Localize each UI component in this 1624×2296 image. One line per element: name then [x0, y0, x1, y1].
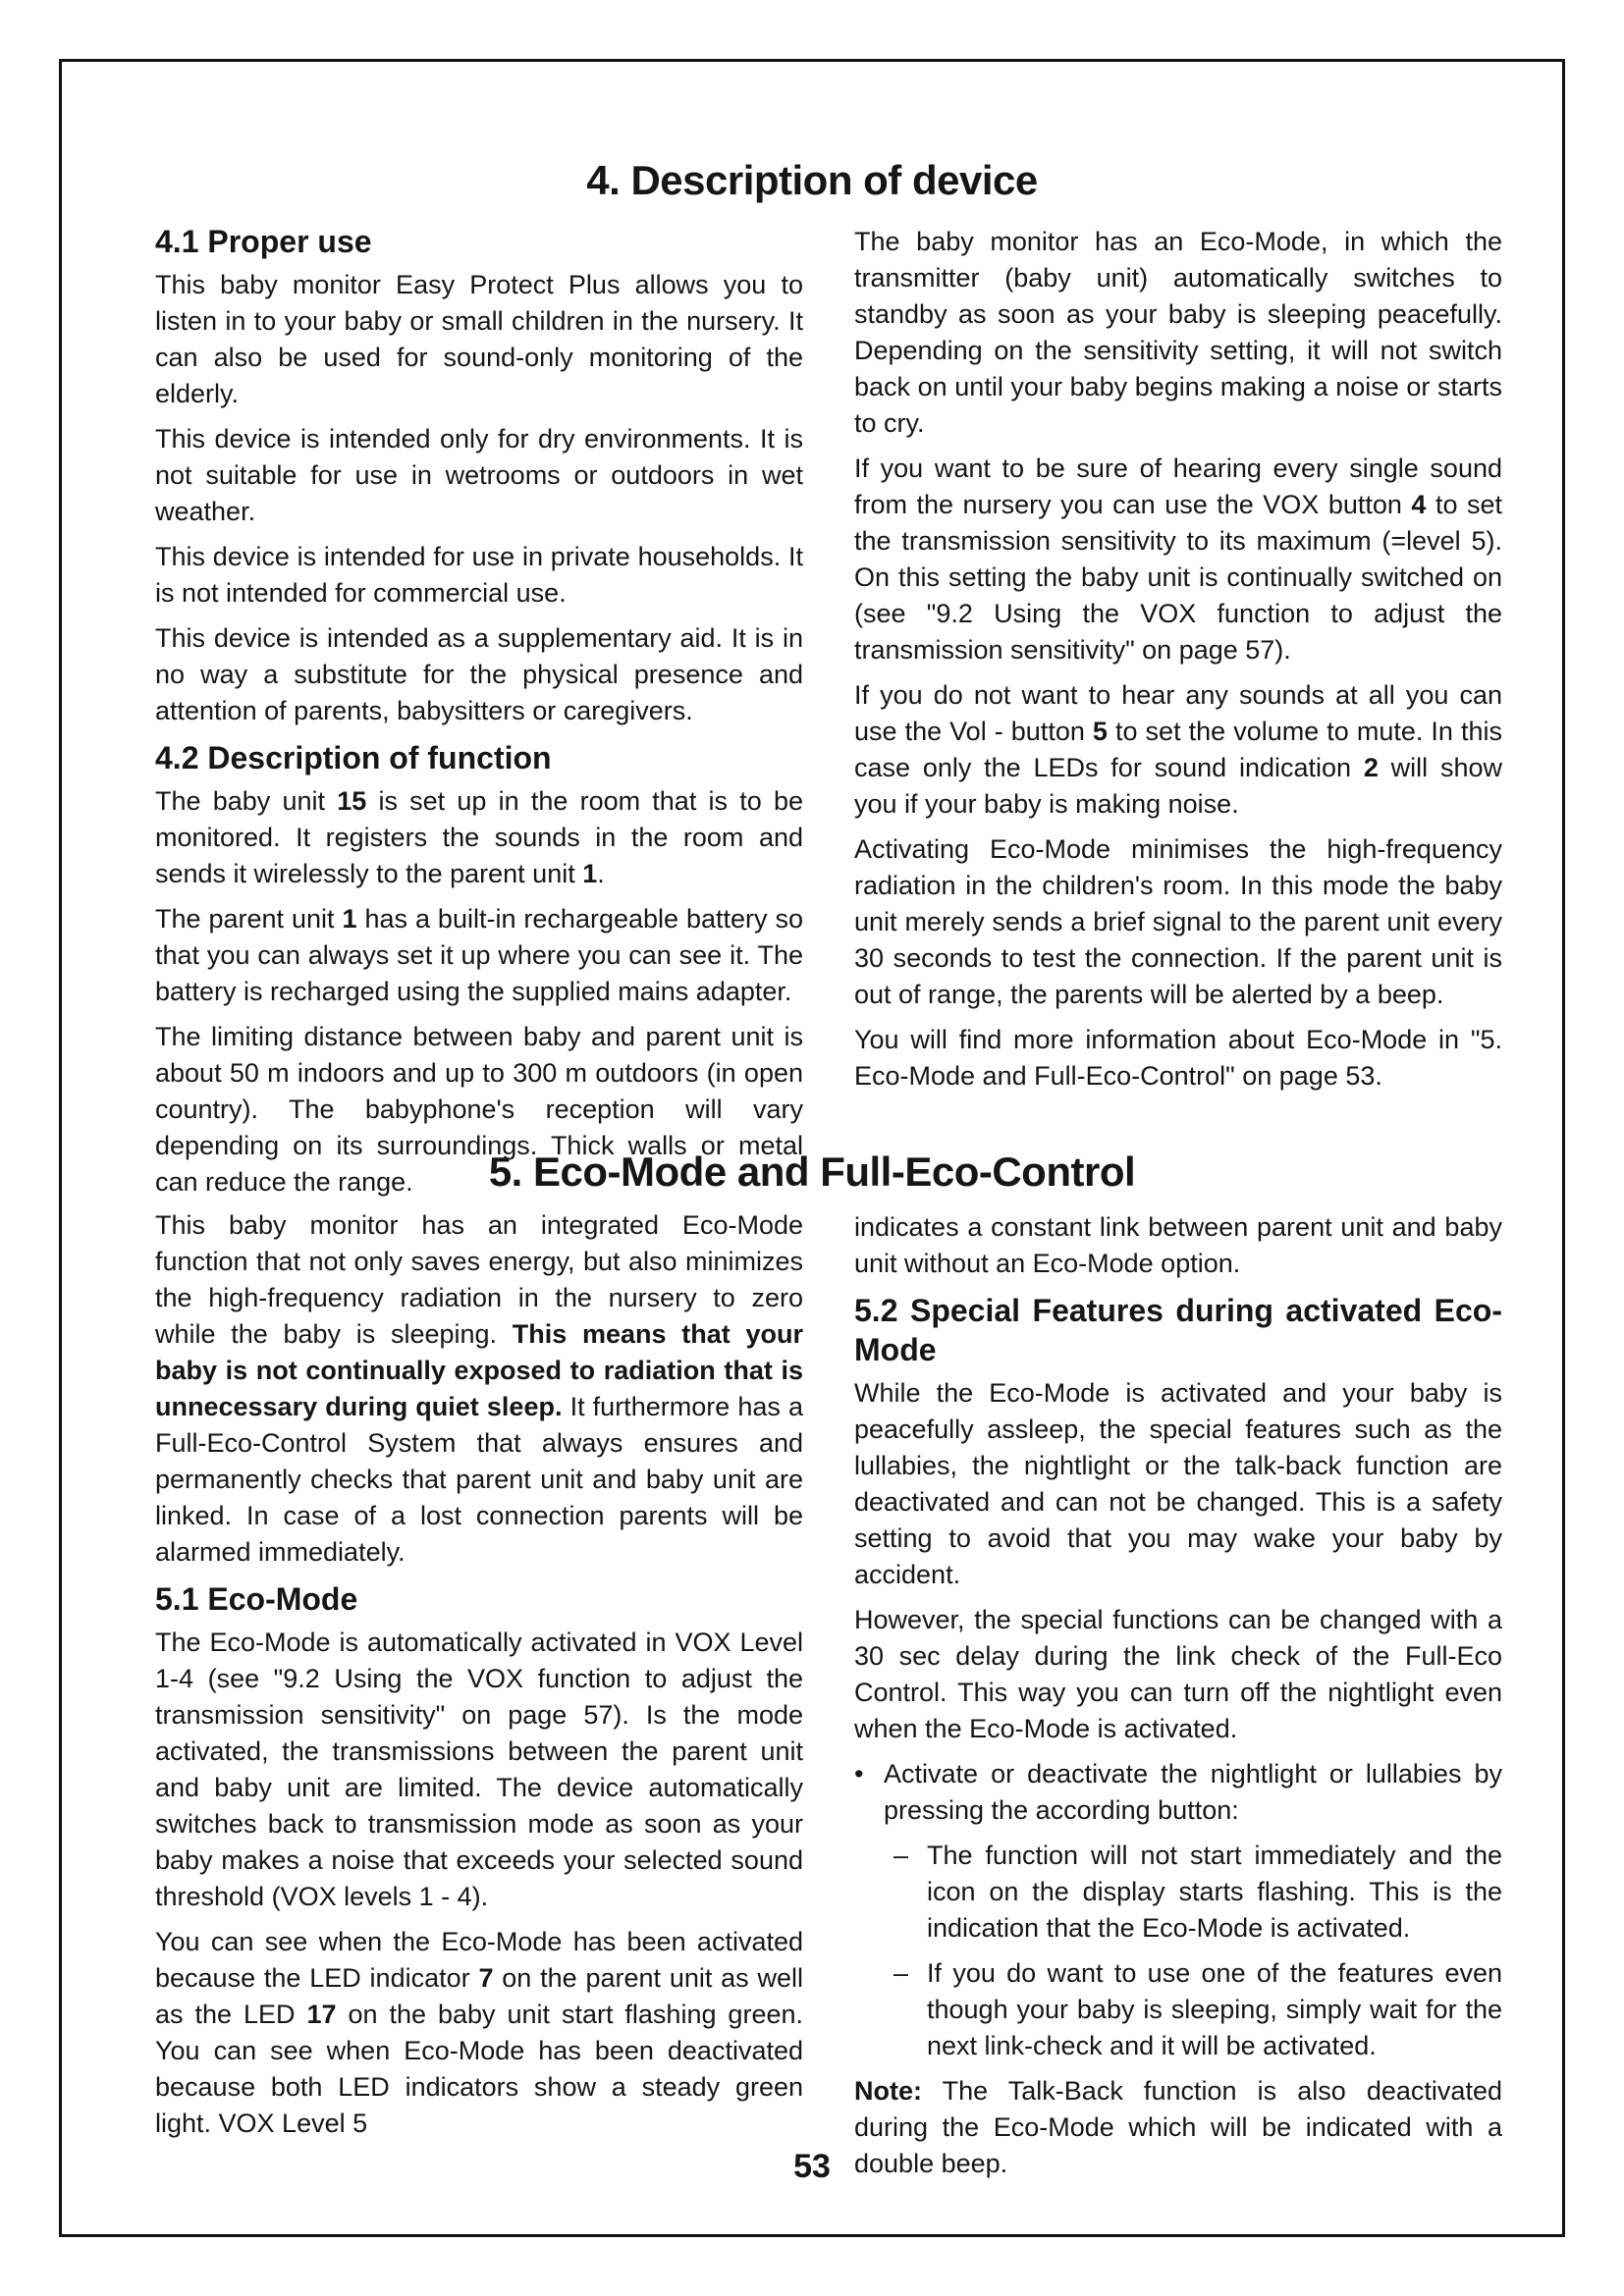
- text: It furthermore has a Full-Eco-Control System that always ensures and permanently checks that parent unit and baby unit are linked. In case of a lost connection parents will be alarmed immediately.: [155, 1392, 803, 1567]
- emphasis: This means that your baby is not continually exposed to radiation that is unnecessary during quiet sleep.: [155, 1319, 803, 1421]
- text: Activate or deactivate the nightlight or lullabies by pressing the according button:: [884, 1759, 1502, 1825]
- page-number: 53: [793, 2148, 831, 2185]
- paragraph: The Eco-Mode is automatically activated in VOX Level 1-4 (see "9.2 Using the VOX function to adjust the transmission sensitivity" on page 57). Is the mode activated, the transmissions between the parent unit and baby unit are limited. The device automatically switches back to transmission mode as soon as your baby makes a noise that exceeds your selected sound threshold (VOX levels 1 - 4).: [155, 1628, 803, 1911]
- text: The baby unit: [155, 786, 338, 816]
- text: You can see when the Eco-Mode has been activated because the LED indicator: [155, 1927, 803, 1993]
- section-4-right-column: [854, 224, 1502, 1103]
- ref-number: 2: [1363, 753, 1379, 782]
- paragraph: You will find more information about Eco-Mode in "5. Eco-Mode and Full-Eco-Control" on page 53.: [854, 1025, 1502, 1091]
- text: The parent unit: [155, 904, 343, 934]
- ref-number: 15: [337, 786, 367, 816]
- text: on the baby unit start flashing green. You can see when Eco-Mode has been deactivated because both LED indicators show a steady green light. VOX Level 5: [155, 2000, 803, 2138]
- paragraph: However, the special functions can be changed with a 30 sec delay during the link check of the Full-Eco Control. This way you can turn off the nightlight even when the Eco-Mode is activated.: [854, 1605, 1502, 1743]
- bullet-item: [854, 1756, 1502, 1829]
- section-5-right-column: [854, 1209, 1502, 2191]
- text: .: [597, 859, 605, 888]
- text: is set up in the room that is to be monitored. It registers the sounds in the room and sends it wirelessly to the parent unit: [155, 786, 803, 888]
- ref-number: 7: [478, 1963, 494, 1993]
- text: has a built-in rechargeable battery so that you can always set it up where you can see it. The battery is recharged using the supplied mains adapter.: [155, 904, 803, 1006]
- heading-description-of-function: 4.2 Description of function: [155, 740, 552, 775]
- paragraph: This device is intended as a supplementary aid. It is in no way a substitute for the physical presence and attention of parents, babysitters or caregivers.: [155, 623, 803, 725]
- paragraph: [854, 677, 1502, 823]
- heading-eco-mode: 5.1 Eco-Mode: [155, 1581, 358, 1617]
- bullet-mark: •: [854, 1759, 864, 1789]
- paragraph: [155, 1207, 803, 1571]
- text: will show you if your baby is making noise.: [854, 753, 1503, 819]
- text: on the parent unit as well as the LED: [155, 1963, 803, 2029]
- ref-number: 5: [1092, 717, 1108, 746]
- ref-number: 1: [342, 904, 357, 934]
- text: The function will not start immediately and the icon on the display starts flashing. This is the indication that the Eco-Mode is activated.: [927, 1841, 1502, 1943]
- paragraph: While the Eco-Mode is activated and your baby is peacefully assleep, the special features such as the lullabies, the nightlight or the talk-back function are deactivated and can not be changed. This is a safety setting to avoid that you may wake your baby by accident.: [854, 1378, 1502, 1589]
- paragraph: This device is intended for use in private households. It is not intended for commercial use.: [155, 542, 803, 608]
- paragraph: The limiting distance between baby and parent unit is about 50 m indoors and up to 300 m outdoors (in open country). The babyphone's reception will vary depending on its surroundings. Thick walls or metal can reduce the range.: [155, 1022, 803, 1197]
- ref-number: 4: [1411, 490, 1427, 519]
- dash-mark: –: [893, 1958, 909, 1988]
- section-4-left-column: [155, 218, 803, 1209]
- ref-number: 1: [582, 859, 598, 888]
- text: If you want to be sure of hearing every single sound from the nursery you can use the VOX button: [854, 454, 1502, 519]
- section-4-title: 4. Description of device: [586, 157, 1038, 203]
- text: to set the transmission sensitivity to its maximum (=level 5). On this setting the baby unit is continually switched on (see "9.2 Using the VOX function to adjust the transmission sensitivity" on page 57).: [854, 490, 1502, 665]
- note-label: Note:: [854, 2076, 922, 2106]
- sub-item: [854, 1955, 1502, 2064]
- paragraph: indicates a constant link between parent unit and baby unit without an Eco-Mode option.: [854, 1212, 1502, 1278]
- paragraph: This device is intended only for dry environments. It is not suitable for use in wetrooms or outdoors in wet weather.: [155, 424, 803, 526]
- section-5-title: 5. Eco-Mode and Full-Eco-Control: [488, 1148, 1136, 1195]
- paragraph: [155, 901, 803, 1010]
- text: If you do want to use one of the features even though your baby is sleeping, simply wait for the next link-check and it will be activated.: [927, 1958, 1502, 2060]
- section-5-left-column: [155, 1207, 803, 2151]
- dash-mark: –: [893, 1841, 909, 1870]
- heading-special-features: 5.2 Special Features during activated Eco-Mode: [854, 1293, 1502, 1367]
- ref-number: 17: [306, 2000, 337, 2029]
- text: to set the volume to mute. In this case only the LEDs for sound indication: [854, 717, 1502, 782]
- paragraph: [155, 1924, 803, 2142]
- text: If you do not want to hear any sounds at all you can use the Vol - button: [854, 680, 1502, 746]
- paragraph: Activating Eco-Mode minimises the high-frequency radiation in the children's room. In this mode the baby unit merely sends a brief signal to the parent unit every 30 seconds to test the connection. If the parent unit is out of range, the parents will be alerted by a beep.: [854, 834, 1502, 1009]
- heading-proper-use: 4.1 Proper use: [155, 224, 372, 259]
- sub-item: [854, 1838, 1502, 1947]
- text: The Talk-Back function is also deactivated during the Eco-Mode which will be indicated with a double beep.: [854, 2076, 1502, 2178]
- paragraph: The baby monitor has an Eco-Mode, in which the transmitter (baby unit) automatically switches to standby as soon as your baby is sleeping peacefully. Depending on the sensitivity setting, it will not switch back on until your baby begins making a noise or starts to cry.: [854, 227, 1502, 438]
- paragraph: [155, 783, 803, 892]
- text: This baby monitor has an integrated Eco-Mode function that not only saves energy, but also minimizes the high-frequency radiation in the nursery to zero while the baby is sleeping.: [155, 1210, 803, 1349]
- paragraph: This baby monitor Easy Protect Plus allows you to listen in to your baby or small children in the nursery. It can also be used for sound-only monitoring of the elderly.: [155, 270, 803, 408]
- paragraph: [854, 451, 1502, 668]
